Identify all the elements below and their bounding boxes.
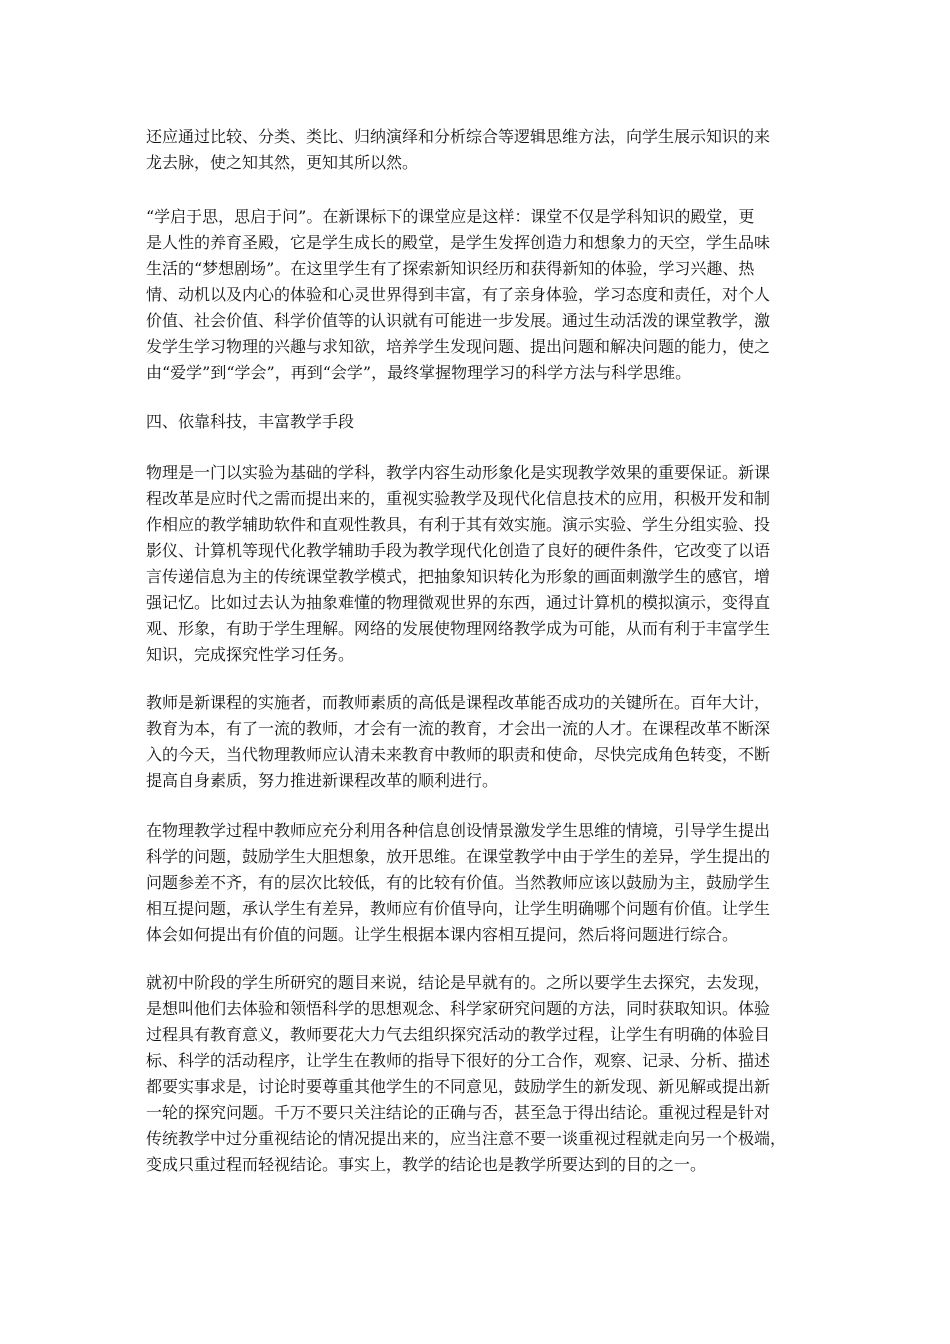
text-line: 问题参差不齐，有的层次比较低，有的比较有价值。当然教师应该以鼓励为主，鼓励学生 — [146, 873, 771, 892]
text-line: 由“爱学”到“学会”，再到“会学”，最终掌握物理学习的科学方法与科学思维。 — [146, 363, 692, 382]
text-line: 价值、社会价值、科学价值等的认识就有可能进一步发展。通过生动活泼的课堂教学，激 — [146, 311, 771, 330]
text-line: 发学生学习物理的兴趣与求知欲，培养学生发现问题、提出问题和解决问题的能力，使之 — [146, 337, 771, 356]
text-line: 强记忆。比如过去认为抽象难懂的物理微观世界的东西，通过计算机的模拟演示，变得直 — [146, 593, 771, 612]
text-line: 都要实事求是，讨论时要尊重其他学生的不同意见，鼓励学生的新发现、新见解或提出新 — [146, 1077, 771, 1096]
paragraph-1 — [146, 124, 806, 176]
paragraph-6 — [146, 970, 806, 1178]
section-heading: 四、依靠科技，丰富教学手段 — [146, 412, 355, 431]
text-line: 过程具有教育意义，教师要花大力气去组织探究活动的教学过程，让学生有明确的体验目 — [146, 1025, 771, 1044]
text-line: 作相应的教学辅助软件和直观性教具，有利于其有效实施。演示实验、学生分组实验、投 — [146, 515, 771, 534]
text-line: 传统教学中过分重视结论的情况提出来的，应当注意不要一谈重视过程就走向另一个极端， — [146, 1129, 787, 1148]
paragraph-3 — [146, 460, 806, 668]
text-line: 体会如何提出有价值的问题。让学生根据本课内容相互提问，然后将问题进行综合。 — [146, 925, 739, 944]
text-line: 科学的问题，鼓励学生大胆想象，放开思维。在课堂教学中由于学生的差异，学生提出的 — [146, 847, 771, 866]
text-line: 教育为本，有了一流的教师，才会有一流的教育，才会出一流的人才。在课程改革不断深 — [146, 719, 771, 738]
paragraph-2 — [146, 204, 806, 386]
text-line: 知识，完成探究性学习任务。 — [146, 645, 355, 664]
text-line: 是想叫他们去体验和领悟科学的思想观念、科学家研究问题的方法，同时获取知识。体验 — [146, 999, 771, 1018]
text-line: 标、科学的活动程序，让学生在教师的指导下很好的分工合作，观察、记录、分析、描述 — [146, 1051, 771, 1070]
text-line: 一轮的探究问题。千万不要只关注结论的正确与否，甚至急于得出结论。重视过程是针对 — [146, 1103, 771, 1122]
text-line: 影仪、计算机等现代化教学辅助手段为教学现代化创造了良好的硬件条件，它改变了以语 — [146, 541, 771, 560]
text-line: 物理是一门以实验为基础的学科，教学内容生动形象化是实现教学效果的重要保证。新课 — [146, 463, 771, 482]
text-line: 是人性的养育圣殿，它是学生成长的殿堂，是学生发挥创造力和想象力的天空，学生品味 — [146, 233, 771, 252]
text-line: 在物理教学过程中教师应充分利用各种信息创设情景激发学生思维的情境，引导学生提出 — [146, 821, 771, 840]
paragraph-4 — [146, 690, 806, 794]
text-line: 言传递信息为主的传统课堂教学模式，把抽象知识转化为形象的画面刺激学生的感官，增 — [146, 567, 771, 586]
text-line: 生活的“梦想剧场”。在这里学生有了探索新知识经历和获得新知的体验，学习兴趣、热 — [146, 259, 755, 278]
paragraph-5 — [146, 818, 806, 948]
text-line: 程改革是应时代之需而提出来的，重视实验教学及现代化信息技术的应用，积极开发和制 — [146, 489, 771, 508]
text-line: 提高自身素质，努力推进新课程改革的顺利进行。 — [146, 771, 499, 790]
text-line: 情、动机以及内心的体验和心灵世界得到丰富，有了亲身体验，学习态度和责任，对个人 — [146, 285, 771, 304]
text-line: 还应通过比较、分类、类比、归纳演绎和分析综合等逻辑思维方法，向学生展示知识的来 — [146, 127, 771, 146]
text-line: 龙去脉，使之知其然，更知其所以然。 — [146, 153, 419, 172]
text-line: 相互提问题，承认学生有差异，教师应有价值导向，让学生明确哪个问题有价值。让学生 — [146, 899, 771, 918]
text-line: 观、形象，有助于学生理解。网络的发展使物理网络教学成为可能，从而有利于丰富学生 — [146, 619, 771, 638]
text-line: 就初中阶段的学生所研究的题目来说，结论是早就有的。之所以要学生去探究，去发现， — [146, 973, 771, 992]
text-line: “学启于思，思启于问”。在新课标下的课堂应是这样：课堂不仅是学科知识的殿堂，更 — [146, 207, 755, 226]
text-line: 变成只重过程而轻视结论。事实上，教学的结论也是教学所要达到的目的之一。 — [146, 1155, 707, 1174]
text-line: 入的今天，当代物理教师应认清未来教育中教师的职责和使命，尽快完成角色转变，不断 — [146, 745, 771, 764]
text-line: 教师是新课程的实施者，而教师素质的高低是课程改革能否成功的关键所在。百年大计， — [146, 693, 771, 712]
